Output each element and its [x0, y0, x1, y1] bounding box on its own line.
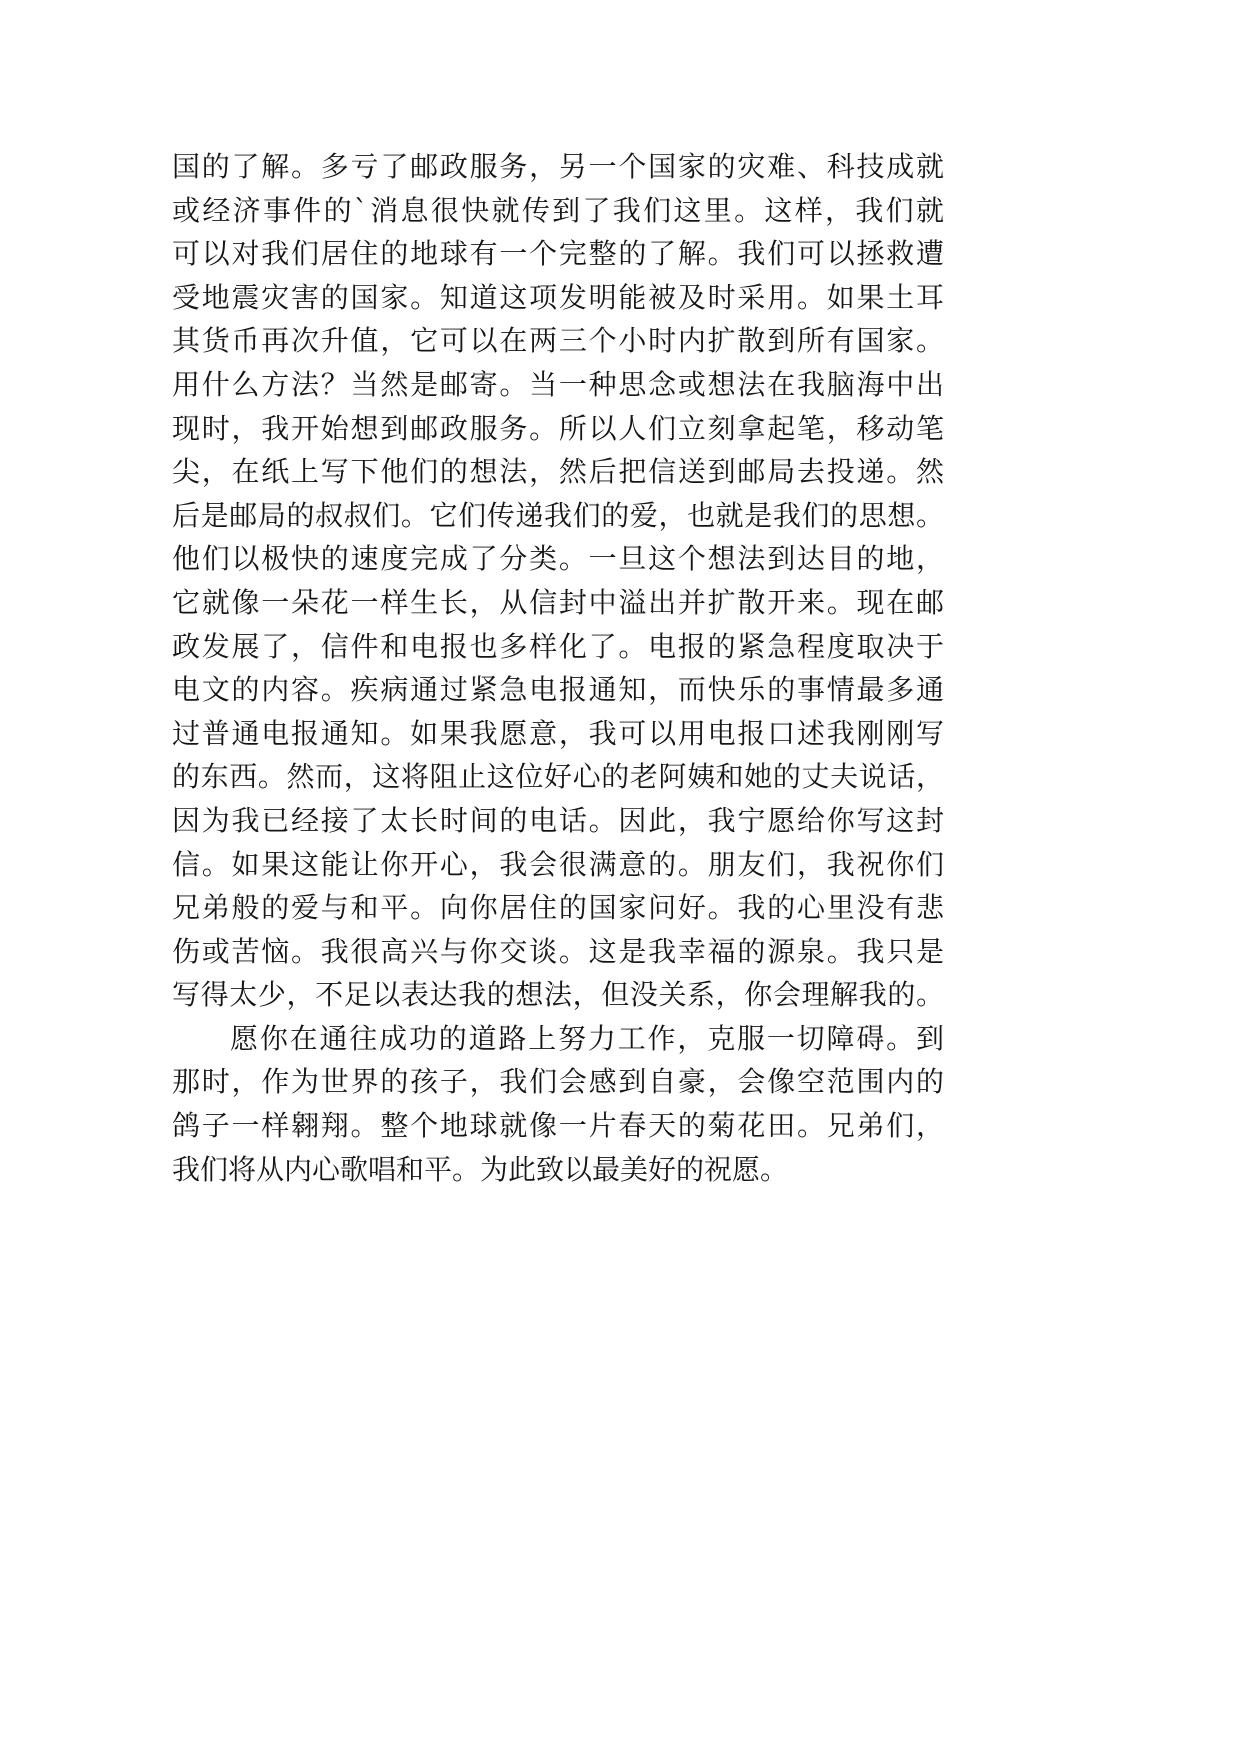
- text-line: 写得太少，不足以表达我的想法，但没关系，你会理解我的。: [172, 978, 944, 1012]
- text-line: 过普通电报通知。如果我愿意，我可以用电报口述我刚刚写: [172, 716, 944, 750]
- text-line: 的东西。然而，这将阻止这位好心的老阿姨和她的丈夫说话，: [172, 760, 944, 794]
- text-line: 用什么方法？当然是邮寄。当一种思念或想法在我脑海中出: [172, 367, 944, 401]
- text-line: 鸽子一样翱翔。整个地球就像一片春天的菊花田。兄弟们，: [172, 1109, 944, 1143]
- text-line: 电文的内容。疾病通过紧急电报通知，而快乐的事情最多通: [172, 673, 944, 707]
- document-body: [172, 145, 944, 1191]
- text-line: 或经济事件的`消息很快就传到了我们这里。这样，我们就: [172, 193, 944, 227]
- text-line: 伤或苦恼。我很高兴与你交谈。这是我幸福的源泉。我只是: [172, 934, 944, 968]
- text-line: 现时，我开始想到邮政服务。所以人们立刻拿起笔，移动笔: [172, 411, 944, 445]
- text-line: 可以对我们居住的地球有一个完整的了解。我们可以拯救遭: [172, 237, 944, 271]
- text-line: 他们以极快的速度完成了分类。一旦这个想法到达目的地，: [172, 542, 944, 576]
- text-line: 政发展了，信件和电报也多样化了。电报的紧急程度取决于: [172, 629, 944, 663]
- text-line: 愿你在通往成功的道路上努力工作，克服一切障碍。到: [230, 1021, 944, 1055]
- text-line: 信。如果这能让你开心，我会很满意的。朋友们，我祝你们: [172, 847, 944, 881]
- paragraph: [172, 1017, 944, 1191]
- text-line: 国的了解。多亏了邮政服务，另一个国家的灾难、科技成就: [172, 150, 944, 183]
- text-line: 它就像一朵花一样生长，从信封中溢出并扩散开来。现在邮: [172, 585, 944, 619]
- text-line: 兄弟般的爱与和平。向你居住的国家问好。我的心里没有悲: [172, 891, 944, 925]
- text-line: 受地震灾害的国家。知道这项发明能被及时采用。如果土耳: [172, 280, 944, 314]
- text-line: 尖，在纸上写下他们的想法，然后把信送到邮局去投递。然: [172, 455, 944, 489]
- text-line: 那时，作为世界的孩子，我们会感到自豪，会像空范围内的: [172, 1065, 944, 1099]
- text-line: 因为我已经接了太长时间的电话。因此，我宁愿给你写这封: [172, 803, 944, 837]
- text-line: 后是邮局的叔叔们。它们传递我们的爱，也就是我们的思想。: [172, 498, 944, 532]
- paragraph: [172, 145, 944, 1017]
- text-line: 其货币再次升值，它可以在两三个小时内扩散到所有国家。: [172, 324, 944, 358]
- text-line: 我们将从内心歌唱和平。为此致以最美好的祝愿。: [172, 1152, 789, 1186]
